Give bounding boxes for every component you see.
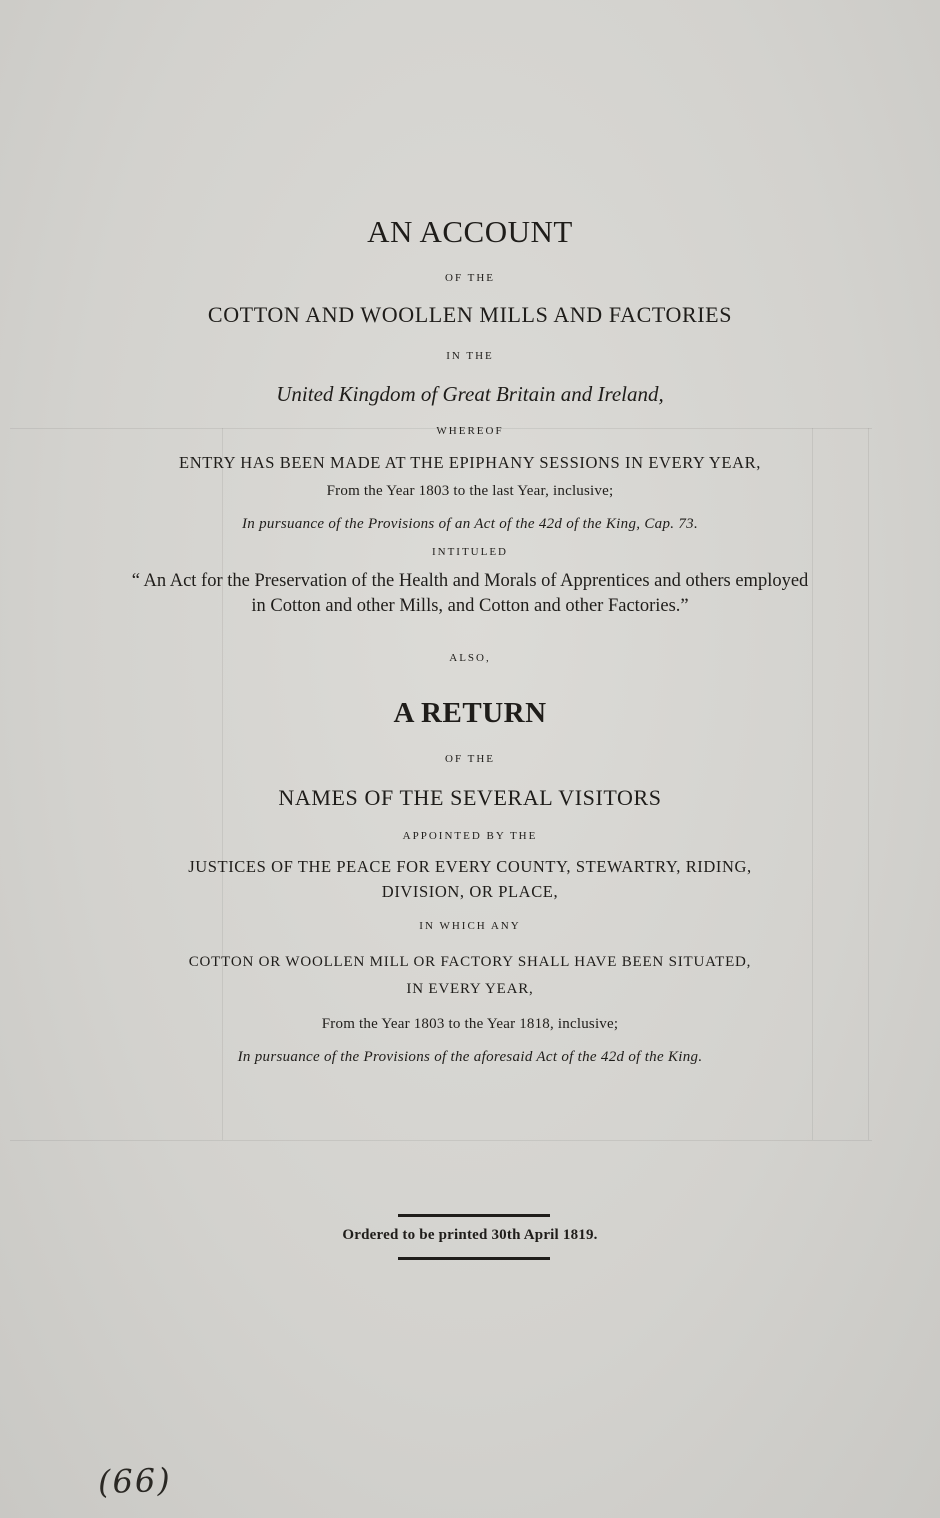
intituled-label: INTITULED [431, 546, 509, 558]
entry-line: ENTRY HAS BEEN MADE AT THE EPIPHANY SESSIONS IN EVERY YEAR, [179, 453, 761, 472]
ordered-printed-line: Ordered to be printed 30th April 1819. [342, 1227, 598, 1243]
names-heading: NAMES OF THE SEVERAL VISITORS [278, 785, 662, 810]
bleed-through-rule [222, 428, 223, 1140]
kingdom-line: United Kingdom of Great Britain and Ireland, [276, 382, 664, 406]
whereof-label: WHEREOF [436, 425, 504, 437]
top-rule [398, 1214, 550, 1217]
pursuance-line: In pursuance of the Provisions of an Act of the 42d of the King, Cap. 73. [241, 516, 699, 532]
also-label: ALSO, [449, 652, 491, 664]
from-year-line: From the Year 1803 to the last Year, inclusive; [326, 483, 614, 499]
title-a-return: A RETURN [393, 697, 547, 729]
justices-line-1: JUSTICES OF THE PEACE FOR EVERY COUNTY, STEWARTRY, RIDING, [188, 857, 752, 876]
act-title-line-1: “ An Act for the Preservation of the Health and Morals of Apprentices and others employed [131, 571, 809, 591]
in-which-label: IN WHICH ANY [419, 920, 521, 932]
act-title-line-2: in Cotton and other Mills, and Cotton and other Factories.” [251, 596, 689, 616]
cotton-line-1: COTTON OR WOOLLEN MILL OR FACTORY SHALL HAVE BEEN SITUATED, [188, 954, 752, 970]
pursuance-line-2: In pursuance of the Provisions of the aforesaid Act of the 42d of the King. [237, 1049, 703, 1065]
in-the-label: IN THE [446, 350, 494, 362]
from-year-line-2: From the Year 1803 to the Year 1818, inclusive; [321, 1016, 619, 1032]
of-the-label: OF THE [445, 272, 495, 284]
bleed-through-rule [812, 428, 813, 1140]
bleed-through-rule [868, 428, 869, 1140]
bleed-through-rule [10, 1140, 872, 1141]
cotton-line-2: IN EVERY YEAR, [406, 981, 534, 997]
appointed-label: APPOINTED BY THE [402, 830, 538, 842]
justices-line-2: DIVISION, OR PLACE, [381, 882, 559, 901]
of-the-label-2: OF THE [445, 753, 495, 765]
bottom-rule [398, 1257, 550, 1260]
subject-heading: COTTON AND WOOLLEN MILLS AND FACTORIES [207, 302, 733, 327]
handwritten-page-number: (66) [97, 1460, 173, 1502]
title-an-account: AN ACCOUNT [367, 214, 573, 249]
